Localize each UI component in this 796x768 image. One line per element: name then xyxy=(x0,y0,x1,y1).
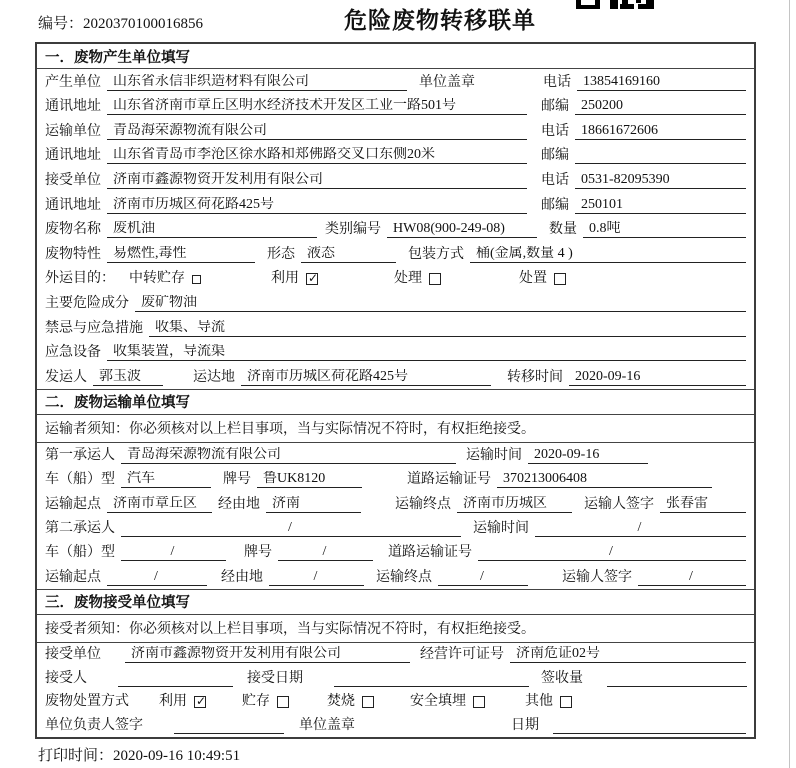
transporter-address-value: 山东省青岛市李沧区徐水路和郑佛路交叉口东侧20米 xyxy=(107,147,527,164)
transporter-unit-value: 青岛海荣源物流有限公司 xyxy=(107,123,527,140)
road-permit2-value: / xyxy=(478,544,746,561)
row-route1 xyxy=(37,491,754,515)
transfer-time-value: 2020-09-16 xyxy=(569,369,746,386)
row-receiver-unit xyxy=(37,167,754,192)
accept-unit-value: 济南市鑫源物资开发利用有限公司 xyxy=(125,646,410,663)
chief-signature-value xyxy=(174,718,284,734)
signed-amount-value xyxy=(607,671,747,687)
shipper-value: 郭玉波 xyxy=(93,369,163,386)
option-treat: 处理 xyxy=(394,271,441,287)
transfer-time-label: 转移时间 xyxy=(507,369,563,385)
acceptor-label: 接受人 xyxy=(45,670,87,686)
transporter-address-label: 通讯地址 xyxy=(45,148,101,164)
first-carrier-value: 青岛海荣源物流有限公司 xyxy=(121,447,456,464)
shipper-label: 发运人 xyxy=(45,369,87,385)
via2-label: 经由地 xyxy=(221,569,263,585)
producer-address-label: 通讯地址 xyxy=(45,99,101,115)
row-route2 xyxy=(37,564,754,588)
print-time xyxy=(38,744,240,765)
option-disposal-incinerate: 焚烧 xyxy=(327,694,374,710)
row-taboo-measures xyxy=(37,315,754,340)
row-emergency-equipment xyxy=(37,340,754,365)
vehicle-type1-value: 汽车 xyxy=(121,471,211,488)
row-shipper xyxy=(37,364,754,389)
quantity-label: 数量 xyxy=(549,222,577,238)
transporter-phone-value: 18661672606 xyxy=(575,123,746,140)
checkbox-unchecked-icon xyxy=(554,273,566,285)
row-second-carrier xyxy=(37,516,754,540)
form-state-label: 形态 xyxy=(267,246,295,262)
via1-value: 济南 xyxy=(266,496,361,513)
receiver-unit-label: 接受单位 xyxy=(45,172,101,188)
waste-name-value: 废机油 xyxy=(107,221,317,238)
transporter-zip-label: 邮编 xyxy=(541,148,569,164)
sign2-label: 运输人签字 xyxy=(562,569,632,585)
sign2-value: / xyxy=(638,569,746,586)
producer-phone-value: 13854169160 xyxy=(577,74,746,91)
quantity-value: 0.8吨 xyxy=(583,221,746,238)
hazard-component-value: 废矿物油 xyxy=(135,295,746,312)
producer-unit-label: 产生单位 xyxy=(45,74,101,90)
transporter-notice: 运输者须知：你必须核对以上栏目事项，当与实际情况不符时，有权拒绝接受。 xyxy=(37,415,754,443)
road-permit1-label: 道路运输证号 xyxy=(407,472,491,488)
waste-character-label: 废物特性 xyxy=(45,246,101,262)
qr-code-icon xyxy=(576,0,654,10)
first-carrier-label: 第一承运人 xyxy=(45,448,115,464)
section-receiver xyxy=(37,589,754,737)
section2-title: 二．废物运输单位填写 xyxy=(37,390,754,415)
section-transporter xyxy=(37,389,754,589)
serial-value: 2020370100016856 xyxy=(83,16,204,32)
end1-value: 济南市历城区 xyxy=(457,496,572,513)
producer-zip-value: 250200 xyxy=(575,98,746,115)
license-value: 济南危证02号 xyxy=(510,646,746,663)
taboo-measures-value: 收集、导流 xyxy=(149,320,746,337)
checkbox-unchecked-icon xyxy=(473,696,485,708)
receiver-zip-value: 250101 xyxy=(575,197,746,214)
row-transporter-address xyxy=(37,143,754,168)
receiver-phone-value: 0531-82095390 xyxy=(575,172,746,189)
row-vehicle2 xyxy=(37,540,754,564)
row-waste-name xyxy=(37,217,754,242)
manifest-form xyxy=(35,42,756,739)
date2-label: 日期 xyxy=(511,717,539,733)
vehicle-type2-label: 车（船）型 xyxy=(45,545,115,561)
signed-amount-label: 签收量 xyxy=(541,670,583,686)
receiver-address-value: 济南市历城区荷花路425号 xyxy=(107,197,527,214)
disposal-method-label: 废物处置方式 xyxy=(45,694,129,709)
producer-address-value: 山东省济南市章丘区明水经济技术开发区工业一路501号 xyxy=(107,98,527,115)
checkbox-unchecked-icon xyxy=(277,696,289,708)
vehicle-type2-value: / xyxy=(121,544,226,561)
packing-label: 包装方式 xyxy=(408,246,464,262)
emergency-equipment-label: 应急设备 xyxy=(45,345,101,361)
transport-time2-label: 运输时间 xyxy=(473,520,529,536)
vehicle-type1-label: 车（船）型 xyxy=(45,472,115,488)
producer-unit-value: 山东省永信非织造材料有限公司 xyxy=(107,74,407,91)
receiver-phone-label: 电话 xyxy=(541,172,569,188)
option-disposal-storage: 贮存 xyxy=(242,694,289,710)
transporter-zip-value xyxy=(575,148,746,164)
row-chief-signature xyxy=(37,713,754,737)
origin1-label: 运输起点 xyxy=(45,496,101,512)
waste-name-label: 废物名称 xyxy=(45,222,101,238)
transporter-phone-label: 电话 xyxy=(541,123,569,139)
destination-label: 运达地 xyxy=(193,369,235,385)
section-producer xyxy=(37,44,754,389)
option-disposal-utilize: 利用 ✓ xyxy=(159,694,207,709)
date2-value xyxy=(553,718,746,734)
plate2-label: 牌号 xyxy=(244,545,272,561)
second-carrier-label: 第二承运人 xyxy=(45,520,115,536)
accept-date-label: 接受日期 xyxy=(247,670,303,686)
form-state-value: 液态 xyxy=(301,246,396,263)
sign1-label: 运输人签字 xyxy=(584,496,654,512)
hazard-component-label: 主要危险成分 xyxy=(45,295,129,311)
page-title: 危险废物转移联单 xyxy=(344,7,536,33)
row-waste-character xyxy=(37,241,754,266)
receiver-notice: 接受者须知：你必须核对以上栏目事项，当与实际情况不符时，有权拒绝接受。 xyxy=(37,615,754,643)
chief-signature-label: 单位负责人签字 xyxy=(45,717,143,733)
checkbox-unchecked-icon xyxy=(429,273,441,285)
acceptor-value xyxy=(118,671,233,687)
end2-label: 运输终点 xyxy=(376,569,432,585)
checkbox-checked-icon: ✓ xyxy=(195,694,207,708)
print-time-value: 2020-09-16 10:49:51 xyxy=(113,748,241,764)
page-edge-line xyxy=(789,0,790,768)
row-first-carrier xyxy=(37,443,754,467)
checkbox-unchecked-icon xyxy=(560,696,572,708)
row-vehicle1 xyxy=(37,467,754,491)
end2-value: / xyxy=(438,569,528,586)
checkbox-checked-icon: ✓ xyxy=(307,271,319,286)
row-hazard-component xyxy=(37,290,754,315)
receiver-unit-value: 济南市鑫源物资开发利用有限公司 xyxy=(107,172,527,189)
option-dispose: 处置 xyxy=(519,271,566,287)
unit-seal2-label: 单位盖章 xyxy=(299,717,355,733)
option-transfer-storage: 中转贮存 xyxy=(129,271,201,287)
section3-title: 三．废物接受单位填写 xyxy=(37,590,754,615)
destination-value: 济南市历城区荷花路425号 xyxy=(241,369,491,386)
via1-label: 经由地 xyxy=(218,496,260,512)
accept-unit-label: 接受单位 xyxy=(45,647,101,662)
plate1-value: 鲁UK8120 xyxy=(257,471,362,488)
row-acceptor xyxy=(37,666,754,690)
transport-time1-value: 2020-09-16 xyxy=(528,447,648,464)
second-carrier-value: / xyxy=(121,520,461,537)
plate2-value: / xyxy=(278,544,373,561)
license-label: 经营许可证号 xyxy=(420,647,504,662)
origin1-value: 济南市章丘区 xyxy=(107,496,212,513)
transporter-unit-label: 运输单位 xyxy=(45,123,101,139)
road-permit1-value: 370213006408 xyxy=(497,471,712,488)
taboo-measures-label: 禁忌与应急措施 xyxy=(45,320,143,336)
option-disposal-landfill: 安全填埋 xyxy=(410,694,485,710)
emergency-equipment-value: 收集装置，导流渠 xyxy=(107,344,746,361)
purpose-label: 外运目的： xyxy=(45,271,115,287)
unit-seal-label: 单位盖章 xyxy=(419,74,475,90)
origin2-value: / xyxy=(107,569,207,586)
end1-label: 运输终点 xyxy=(395,496,451,512)
road-permit2-label: 道路运输证号 xyxy=(388,545,472,561)
producer-phone-label: 电话 xyxy=(543,74,571,90)
transport-time2-value: / xyxy=(535,520,746,537)
producer-zip-label: 邮编 xyxy=(541,99,569,115)
section1-title: 一．废物产生单位填写 xyxy=(37,44,754,69)
row-producer-unit xyxy=(37,69,754,94)
transport-time1-label: 运输时间 xyxy=(466,448,522,464)
packing-value: 桶(金属,数量 4 ) xyxy=(470,246,746,263)
receiver-zip-label: 邮编 xyxy=(541,197,569,213)
origin2-label: 运输起点 xyxy=(45,569,101,585)
via2-value: / xyxy=(269,569,364,586)
waste-character-value: 易燃性,毒性 xyxy=(107,246,255,263)
row-receiver-address xyxy=(37,192,754,217)
row-transport-purpose xyxy=(37,266,754,291)
accept-date-value xyxy=(334,671,529,687)
row-producer-address xyxy=(37,94,754,119)
checkbox-unchecked-icon xyxy=(362,696,374,708)
category-code-value: HW08(900-249-08) xyxy=(387,221,537,238)
sign1-value: 张春雷 xyxy=(660,496,746,513)
option-utilize: 利用 ✓ xyxy=(271,271,319,287)
serial-number xyxy=(38,12,203,33)
checkbox-unchecked-icon xyxy=(192,275,201,284)
option-disposal-other: 其他 xyxy=(525,694,572,710)
row-disposal-method xyxy=(37,690,754,714)
row-transporter-unit xyxy=(37,118,754,143)
plate1-label: 牌号 xyxy=(223,472,251,488)
receiver-address-label: 通讯地址 xyxy=(45,197,101,213)
print-time-label: 打印时间： xyxy=(38,748,114,764)
serial-label: 编号： xyxy=(38,16,84,32)
category-code-label: 类别编号 xyxy=(325,222,381,238)
row-accept-unit xyxy=(37,643,754,667)
